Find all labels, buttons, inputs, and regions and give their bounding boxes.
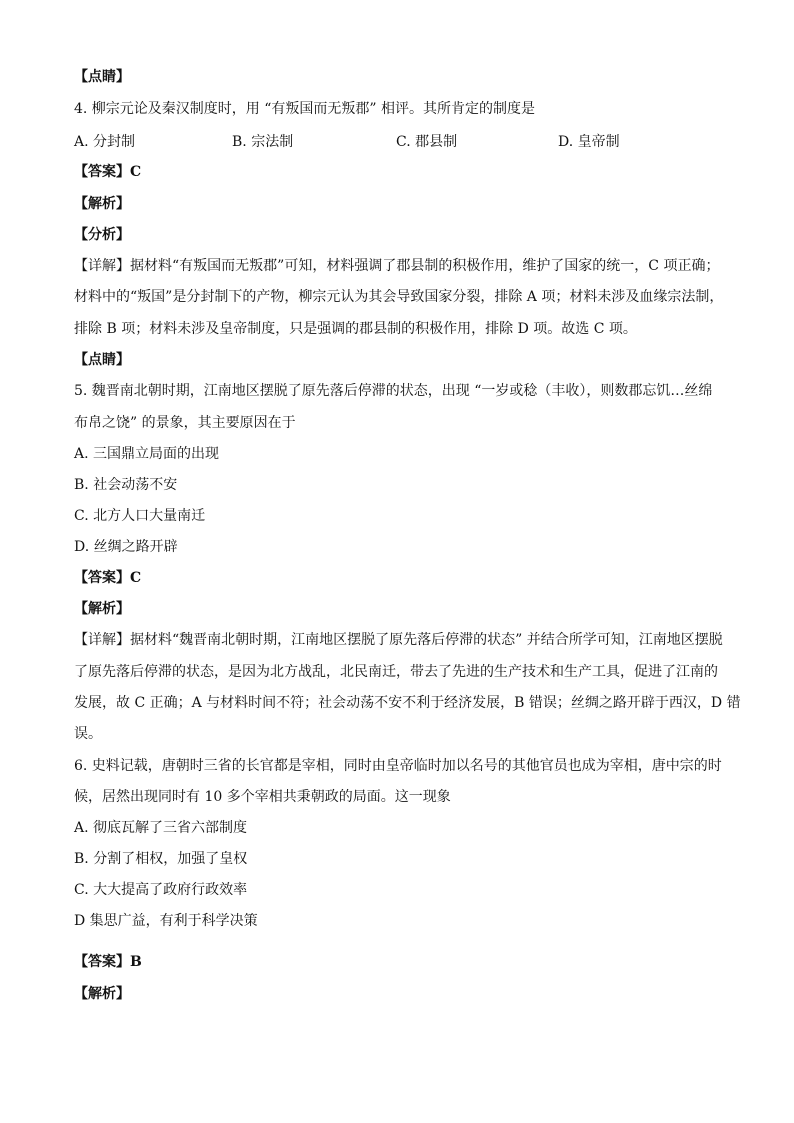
question-6-answer: 【答案】B (74, 954, 142, 970)
question-5-option-d: D. 丝绸之路开辟 (74, 539, 178, 555)
question-5-option-b: B. 社会动荡不安 (74, 477, 178, 493)
question-6-stem-line: 6. 史料记载，唐朝时三省的长官都是宰相，同时由皇帝临时加以名号的其他官员也成为宰相，唐中宗的时 (74, 758, 722, 774)
question-5-detail-line: 了原先落后停滞的状态，是因为北方战乱，北民南迁，带去了先进的生产技术和生产工具，促进了江南的 (74, 664, 718, 680)
question-5-stem-line: 5. 魏晋南北朝时期，江南地区摆脱了原先落后停滞的状态，出现 “一岁或稔（丰收），则数郡忘饥…丝绵 (74, 383, 713, 399)
question-4-detail-line: 材料中的“叛国”是分封制下的产物，柳宗元认为其会导致国家分裂，排除 A 项；材料未涉及血缘宗法制， (74, 289, 724, 305)
question-4-jiexi-heading: 【解析】 (74, 196, 130, 212)
question-5-detail-line: 【详解】据材料“魏晋南北朝时期，江南地区摆脱了原先落后停滞的状态” 并结合所学可知，江南地区摆脱 (74, 632, 723, 648)
question-5-stem-line: 布帛之饶” 的景象，其主要原因在于 (74, 415, 296, 431)
question-4-detail-line: 【详解】据材料“有叛国而无叛郡”可知，材料强调了郡县制的积极作用，维护了国家的统一，C 项正确； (74, 258, 720, 274)
option-a: A. 分封制 (74, 134, 136, 150)
question-6-option-b: B. 分割了相权，加强了皇权 (74, 851, 248, 867)
question-5-option-a: A. 三国鼎立局面的出现 (74, 446, 220, 462)
question-5-detail-line: 发展，故 C 正确；A 与材料时间不符；社会动荡不安不利于经济发展，B 错误；丝绸之路开辟于西汉，D 错 (74, 695, 741, 711)
question-4-fenxi-heading: 【分析】 (74, 227, 130, 243)
option-c: C. 郡县制 (396, 134, 458, 150)
question-4-answer: 【答案】C (74, 164, 142, 180)
question-5-detail-line: 误。 (74, 726, 102, 742)
dianjing-heading-prev: 【点睛】 (74, 69, 130, 85)
question-6-jiexi-heading: 【解析】 (74, 986, 130, 1002)
question-6-option-d: D 集思广益，有利于科学决策 (74, 913, 258, 929)
question-6-stem-line: 候，居然出现同时有 10 多个宰相共秉朝政的局面。这一现象 (74, 789, 451, 805)
question-5-jiexi-heading: 【解析】 (74, 601, 130, 617)
question-4-dianjing-heading: 【点睛】 (74, 352, 130, 368)
question-5-option-c: C. 北方人口大量南迁 (74, 508, 206, 524)
question-6-option-a: A. 彻底瓦解了三省六部制度 (74, 820, 248, 836)
question-5-answer: 【答案】C (74, 570, 142, 586)
option-b: B. 宗法制 (232, 134, 294, 150)
question-4-stem: 4. 柳宗元论及秦汉制度时，用 “有叛国而无叛郡” 相评。其所肯定的制度是 (74, 101, 536, 117)
question-4-detail-line: 排除 B 项；材料未涉及皇帝制度，只是强调的郡县制的积极作用，排除 D 项。故选 C 项。 (74, 321, 637, 337)
option-d: D. 皇帝制 (558, 134, 620, 150)
question-6-option-c: C. 大大提高了政府行政效率 (74, 882, 248, 898)
